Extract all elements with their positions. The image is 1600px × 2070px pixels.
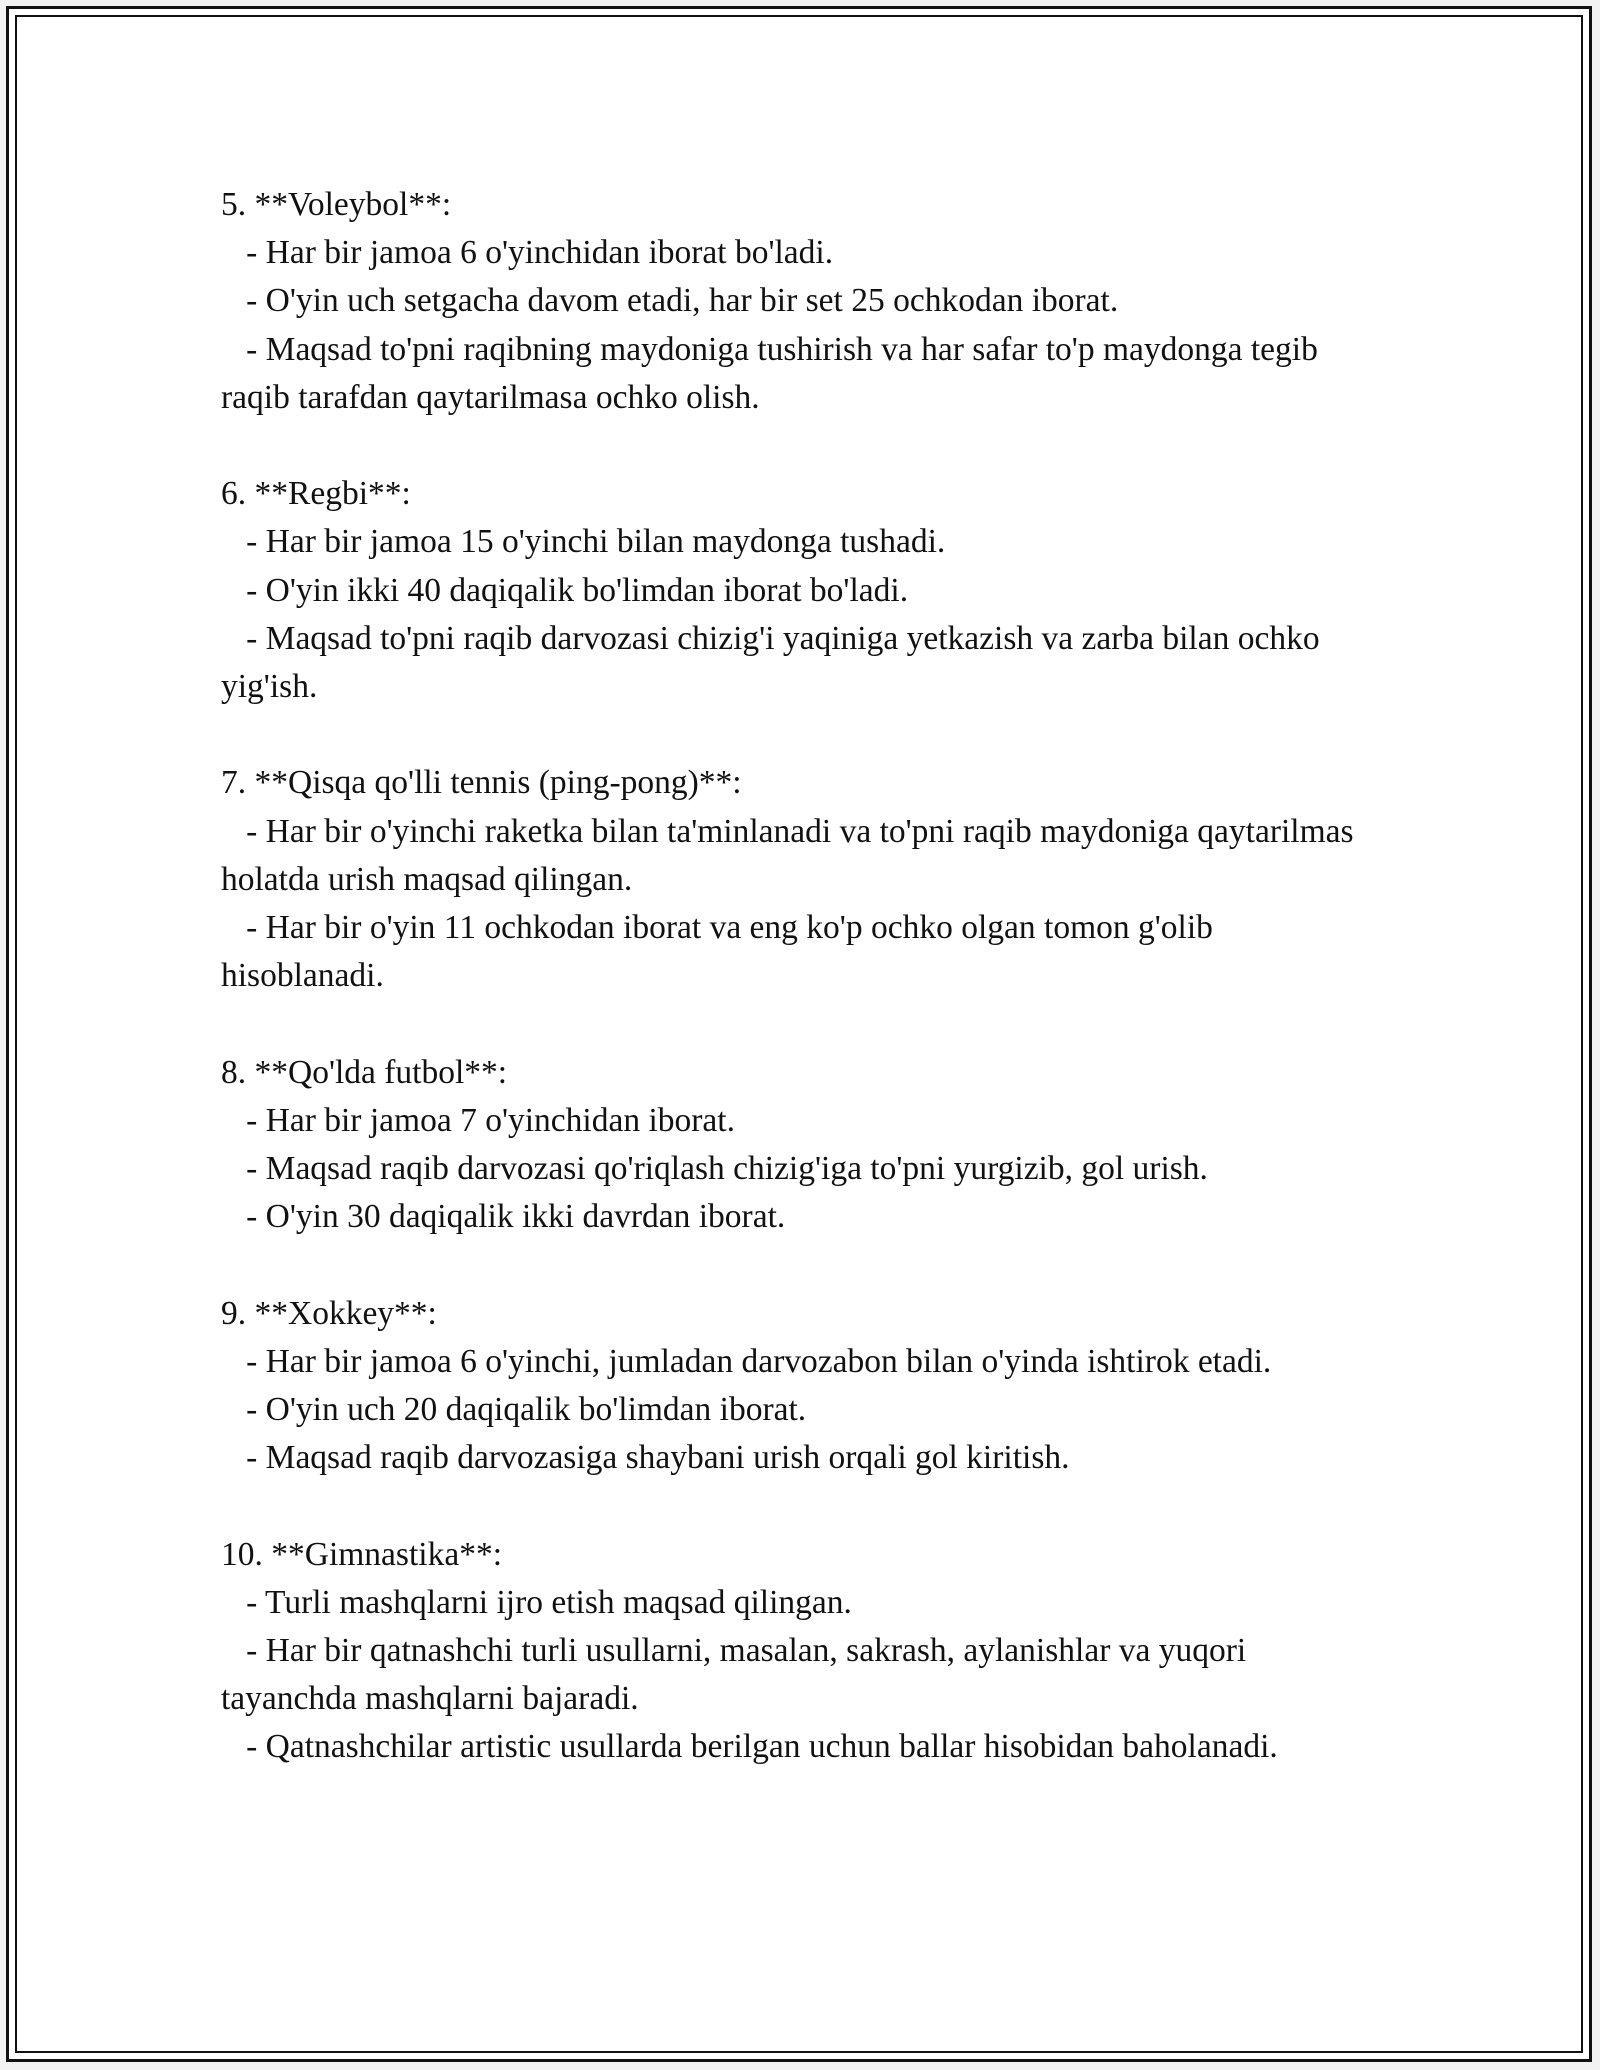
bullet-item: - Har bir jamoa 15 o'yinchi bilan maydonga tushadi. — [221, 523, 946, 561]
bullet-item: - O'yin ikki 40 daqiqalik bo'limdan iborat bo'ladi. — [221, 571, 909, 609]
bullet-item: - O'yin uch setgacha davom etadi, har bir set 25 ochkodan iborat. — [221, 282, 1119, 320]
section-regbi — [221, 470, 1371, 711]
section-heading: 5. **Voleybol**: — [221, 186, 452, 223]
section-ping-pong — [221, 759, 1371, 1000]
bullet-item: - O'yin 30 daqiqalik ikki davrdan iborat. — [221, 1198, 786, 1236]
section-heading: 10. **Gimnastika**: — [221, 1535, 503, 1573]
bullet-item: - Har bir jamoa 7 o'yinchidan iborat. — [221, 1101, 735, 1139]
bullet-item: - Turli mashqlarni ijro etish maqsad qilingan. — [221, 1583, 852, 1621]
section-heading: 7. **Qisqa qo'lli tennis (ping-pong)**: — [221, 764, 742, 802]
section-xokkey — [221, 1290, 1371, 1483]
bullet-item: - Har bir jamoa 6 o'yinchi, jumladan darvozabon bilan o'yinda ishtirok etadi. — [221, 1342, 1272, 1380]
section-heading: 9. **Xokkey**: — [221, 1294, 437, 1332]
bullet-item: - Har bir o'yinchi raketka bilan ta'minlanadi va to'pni raqib maydoniga qaytarilmas holatda urish maqsad qilingan. — [221, 812, 1362, 898]
bullet-item: - Maqsad to'pni raqib darvozasi chizig'i yaqiniga yetkazish va zarba bilan ochko yig'ish. — [221, 619, 1328, 706]
bullet-item: - Maqsad raqib darvozasiga shaybani urish orqali gol kiritish. — [221, 1439, 1070, 1477]
section-qolda-futbol — [221, 1049, 1371, 1242]
bullet-item: - Maqsad raqib darvozasi qo'riqlash chizig'iga to'pni yurgizib, gol urish. — [221, 1150, 1208, 1188]
section-heading: 6. **Regbi**: — [221, 475, 411, 513]
bullet-item: - Har bir o'yin 11 ochkodan iborat va eng ko'p ochko olgan tomon g'olib hisoblanadi. — [221, 909, 1222, 995]
bullet-item: - Qatnashchilar artistic usullarda berilgan uchun ballar hisobidan baholanadi. — [221, 1728, 1278, 1766]
section-heading: 8. **Qo'lda futbol**: — [221, 1053, 508, 1091]
section-gimnastika — [221, 1531, 1371, 1772]
bullet-item: - Har bir qatnashchi turli usullarni, masalan, sakrash, aylanishlar va yuqori tayanchda mashqlarni bajaradi. — [221, 1632, 1255, 1718]
bullet-item: - Har bir jamoa 6 o'yinchidan iborat bo'ladi. — [221, 234, 834, 272]
section-voleybol — [221, 181, 1371, 422]
document-body — [221, 181, 1371, 1772]
bullet-item: - O'yin uch 20 daqiqalik bo'limdan iborat. — [221, 1391, 807, 1429]
bullet-item: - Maqsad to'pni raqibning maydoniga tushirish va har safar to'p maydonga tegib raqib tarafdan qaytarilmasa ochko olish. — [221, 330, 1327, 416]
